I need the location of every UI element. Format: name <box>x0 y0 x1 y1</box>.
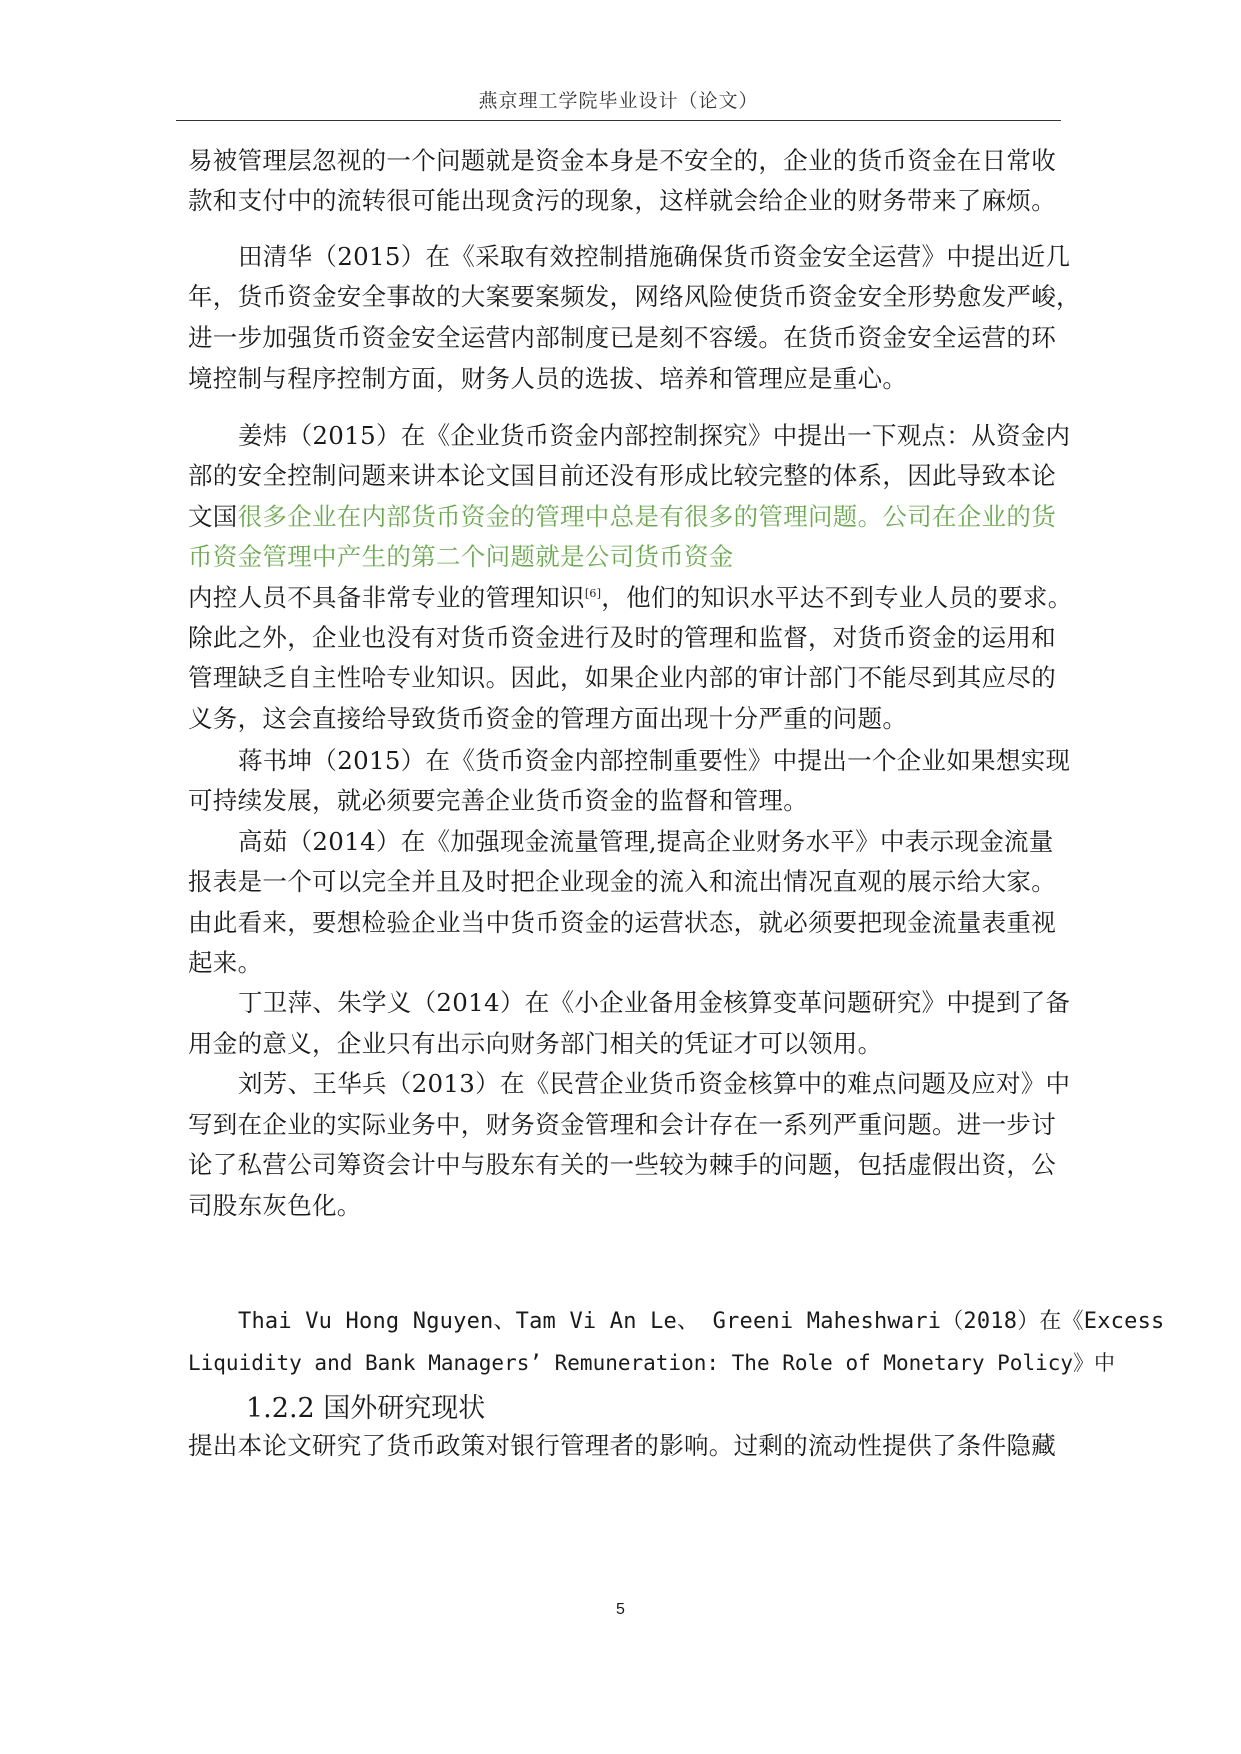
paragraph-line: 易被管理层忽视的一个问题就是资金本身是不安全的，企业的货币资金在日常收 <box>188 146 1056 175</box>
paragraph-text: ，他们的知识水平达不到专业人员的要求。 <box>601 583 1073 612</box>
paragraph-line: 写到在企业的实际业务中，财务资金管理和会计存在一系列严重问题。进一步讨 <box>188 1110 1056 1139</box>
highlighted-text: 币资金管理中产生的第二个问题就是公司货币资金 <box>188 542 734 571</box>
paragraph-line: 刘芳、王华兵（2013）在《民营企业货币资金核算中的难点问题及应对》中 <box>238 1069 1071 1098</box>
paragraph-line: 司股东灰色化。 <box>188 1191 362 1220</box>
paragraph-line: 姜炜（2015）在《企业货币资金内部控制探究》中提出一下观点：从资金内 <box>238 421 1071 450</box>
paragraph-line: 丁卫萍、朱学义（2014）在《小企业备用金核算变革问题研究》中提到了备 <box>238 988 1071 1017</box>
paragraph-line: 蒋书坤（2015）在《货币资金内部控制重要性》中提出一个企业如果想实现 <box>238 746 1071 775</box>
page-header-title: 燕京理工学院毕业设计（论文） <box>478 90 759 112</box>
paragraph-line <box>188 502 1056 532</box>
paragraph-line: 境控制与程序控制方面，财务人员的选拔、培养和管理应是重心。 <box>188 364 908 393</box>
highlighted-text: 很多企业在内部货币资金的管理中总是有很多的管理问题。公司在企业的货 <box>237 502 1057 531</box>
paragraph-line: 由此看来，要想检验企业当中货币资金的运营状态，就必须要把现金流量表重视 <box>188 908 1056 937</box>
paragraph-line <box>188 583 1073 613</box>
paragraph-line: 论了私营公司筹资会计中与股东有关的一些较为棘手的问题，包括虚假出资，公 <box>188 1150 1056 1179</box>
paragraph-line: 可持续发展，就必须要完善企业货币资金的监督和管理。 <box>188 786 808 815</box>
paragraph-line: 报表是一个可以完全并且及时把企业现金的流入和流出情况直观的展示给大家。 <box>188 867 1056 896</box>
paragraph-text: 文国 <box>188 502 238 531</box>
paragraph-line: Thai Vu Hong Nguyen、Tam Vi An Le、 Greeni Maheshwari（2018）在《Excess <box>238 1309 1165 1334</box>
paragraph-line: 进一步加强货币资金安全运营内部制度已是刻不容缓。在货币资金安全运营的环 <box>188 323 1056 352</box>
paragraph-line: 款和支付中的流转很可能出现贪污的现象，这样就会给企业的财务带来了麻烦。 <box>188 186 1056 215</box>
paragraph-line: 高茹（2014）在《加强现金流量管理,提高企业财务水平》中表示现金流量 <box>238 827 1054 856</box>
paragraph-line: 管理缺乏自主性哈专业知识。因此，如果企业内部的审计部门不能尽到其应尽的 <box>188 663 1056 692</box>
paragraph-line: 义务，这会直接给导致货币资金的管理方面出现十分严重的问题。 <box>188 704 908 733</box>
paragraph-text: 内控人员不具备非常专业的管理知识 <box>188 583 585 612</box>
paragraph-line: 部的安全控制问题来讲本论文国目前还没有形成比较完整的体系，因此导致本论 <box>188 461 1056 490</box>
section-heading: 1.2.2 国外研究现状 <box>246 1393 486 1424</box>
citation-reference: [6] <box>584 586 602 600</box>
paragraph-line: 除此之外，企业也没有对货币资金进行及时的管理和监督，对货币资金的运用和 <box>188 623 1056 652</box>
paragraph-line: 起来。 <box>188 948 263 977</box>
page-number: 5 <box>616 1601 625 1618</box>
paragraph-line: 用金的意义，企业只有出示向财务部门相关的凭证才可以领用。 <box>188 1029 883 1058</box>
header-divider <box>176 120 1061 121</box>
paragraph-line: 年，货币资金安全事故的大案要案频发，网络风险使货币资金安全形势愈发严峻， <box>188 282 1081 311</box>
paragraph-line: 提出本论文研究了货币政策对银行管理者的影响。过剩的流动性提供了条件隐藏 <box>188 1431 1056 1460</box>
paragraph-line: Liquidity and Bank Managers’ Remuneration: The Role of Monetary Policy》中 <box>188 1351 1116 1375</box>
paragraph-line: 田清华（2015）在《采取有效控制措施确保货币资金安全运营》中提出近几 <box>238 242 1071 271</box>
